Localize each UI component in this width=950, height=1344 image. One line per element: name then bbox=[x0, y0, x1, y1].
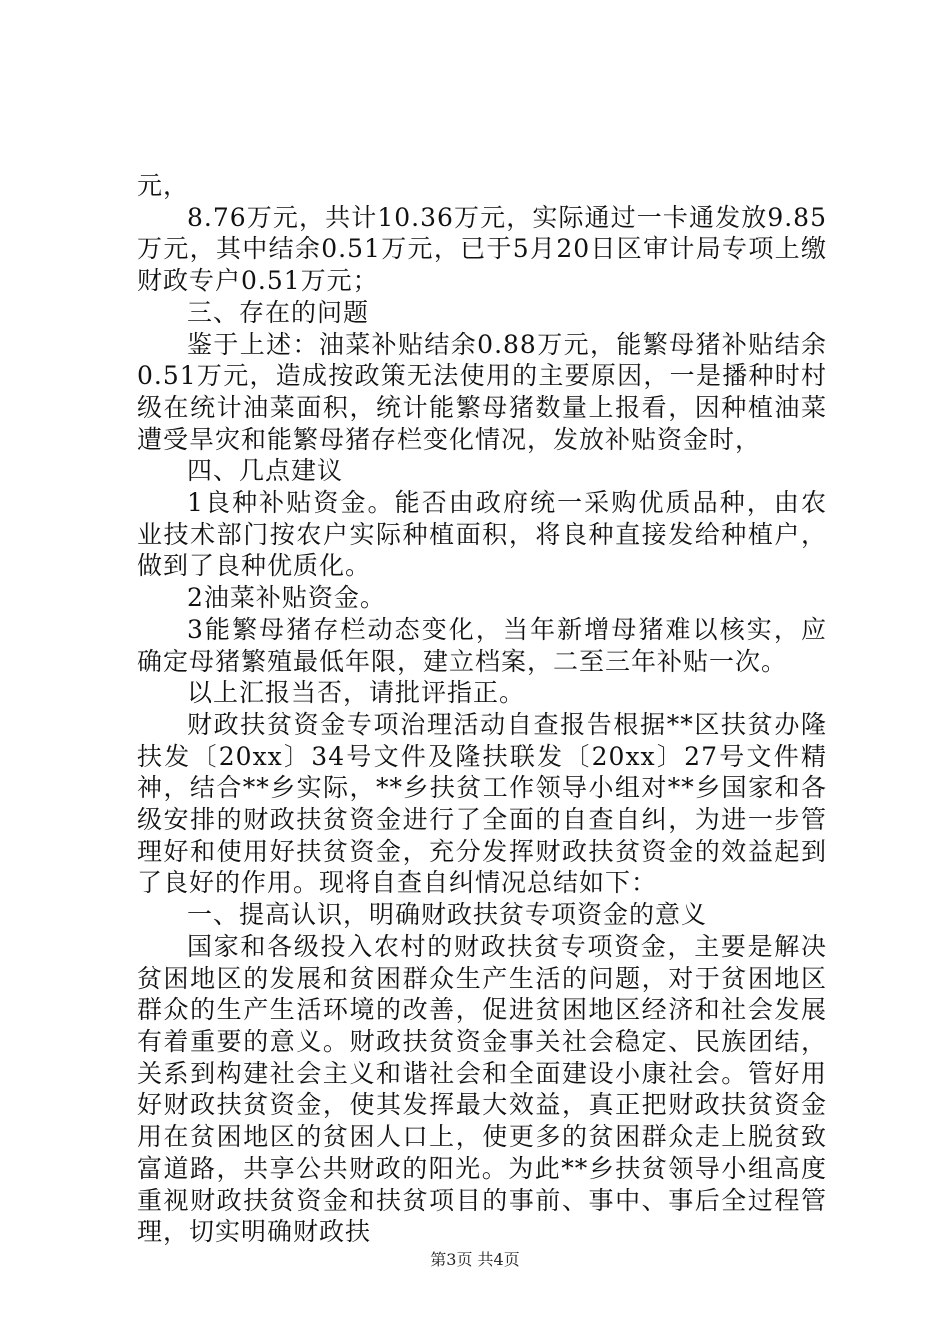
section-heading-suggestions: 四、几点建议 bbox=[187, 456, 344, 486]
document-body bbox=[137, 170, 827, 1248]
page-footer: 第3页 共4页 bbox=[430, 1250, 520, 1269]
paragraph-problems: 鉴于上述：油菜补贴结余0.88万元，能繁母猪补贴结余0.51万元，造成按政策无法使用的主要原因，一是播种时村级在统计油菜面积，统计能繁母猪数量上报看，因种植油菜遭受旱灾和能繁母猪存栏变化情况，发放补贴资金时， bbox=[137, 329, 827, 454]
paragraph-closing: 以上汇报当否，请批评指正。 bbox=[187, 678, 526, 708]
paragraph-subsidy-figures: 8.76万元，共计10.36万元，实际通过一卡通发放9.85万元，其中结余0.51万元，已于5月20日区审计局专项上缴财政专户0.51万元； bbox=[137, 202, 827, 296]
paragraph-suggestion-2: 2油菜补贴资金。 bbox=[187, 583, 386, 613]
paragraph-suggestion-3: 3能繁母猪存栏动态变化，当年新增母猪难以核实，应确定母猪繁殖最低年限，建立档案，二至三年补贴一次。 bbox=[137, 614, 827, 676]
paragraph-continuation: 元， bbox=[137, 171, 190, 200]
paragraph-significance: 国家和各级投入农村的财政扶贫专项资金，主要是解决贫困地区的发展和贫困群众生产生活的问题，对于贫困地区群众的生产生活环境的改善，促进贫困地区经济和社会发展有着重要的意义。财政扶贫资金事关社会稳定、民族团结，关系到构建社会主义和谐社会和全面建设小康社会。管好用好财政扶贫资金，使其发挥最大效益，真正把财政扶贫资金用在贫困地区的贫困人口上，使更多的贫困群众走上脱贫致富道路，共享公共财政的阳光。为此**乡扶贫领导小组高度重视财政扶贫资金和扶贫项目的事前、事中、事后全过程管理，切实明确财政扶 bbox=[137, 931, 827, 1247]
section-heading-problems: 三、存在的问题 bbox=[187, 297, 370, 327]
paragraph-report-intro: 财政扶贫资金专项治理活动自查报告根据**区扶贫办隆扶发〔20xx〕34号文件及隆扶联发〔20xx〕27号文件精神，结合**乡实际，**乡扶贫工作领导小组对**乡国家和各级安排的财政扶贫资金进行了全面的自查自纠，为进一步管理好和使用好扶贫资金，充分发挥财政扶贫资金的效益起到了良好的作用。现将自查自纠情况总结如下： bbox=[137, 709, 827, 898]
section-heading-awareness: 一、提高认识，明确财政扶贫专项资金的意义 bbox=[187, 900, 708, 930]
paragraph-suggestion-1: 1良种补贴资金。能否由政府统一采购优质品种，由农业技术部门按农户实际种植面积，将良种直接发给种植户，做到了良种优质化。 bbox=[137, 488, 827, 581]
